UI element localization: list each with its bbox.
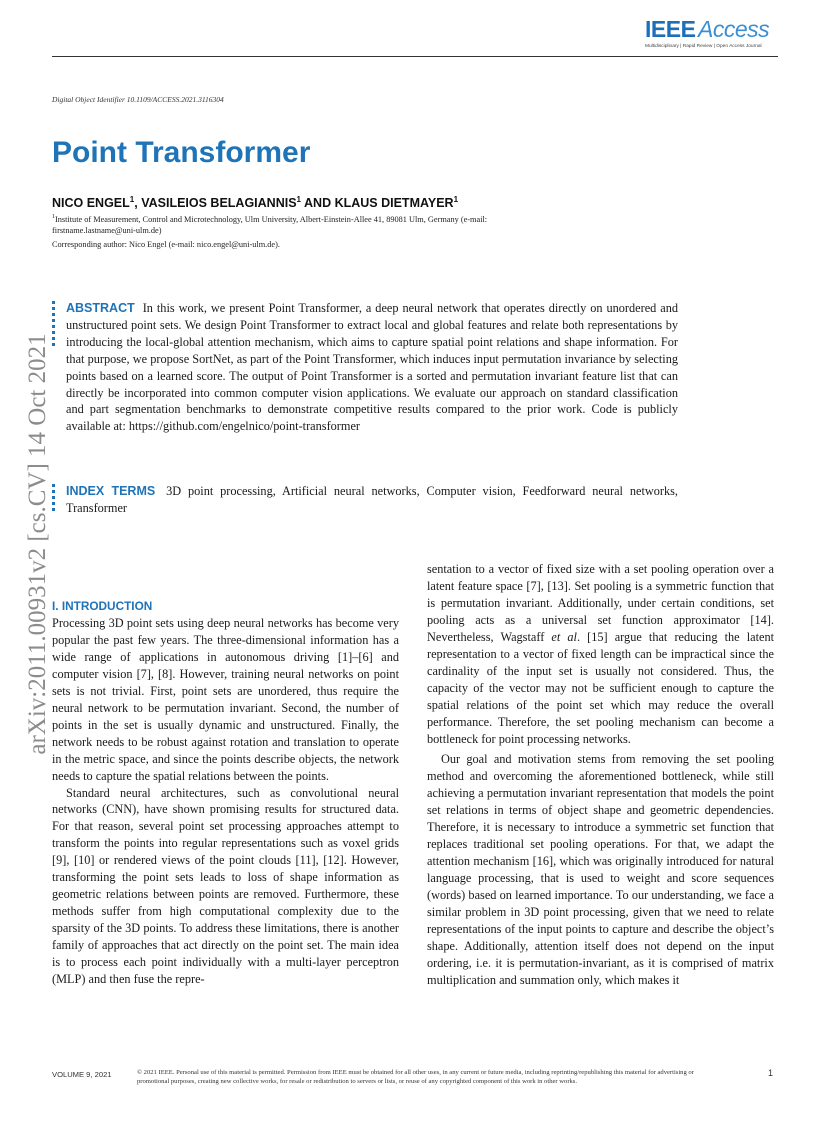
paragraph: Our goal and motivation stems from removing the set pooling method and overcoming the aforementioned bottleneck, while still achieving a permutation invariant representation that models the point set relations in terms of object shape and geometric dependencies. Therefore, it is necessary to introduce a symmetric set function that replaces traditional set pooling operations. For that, we adapt the attention mechanism [16], which was originally introduced for natural language processing, that is used to weight and score sequences (words) based on learned importance. To our understanding, we face a similar problem in 3D point processing, given that we need to relate representations of the input points to capture and describe the object’s shape. Additionally, attention itself does not depend on the input ordering, i.e. it is permutation-invariant, as it is comprised of matrix multiplication and summation only, which makes it [427, 752, 774, 987]
index-terms-marker-dots [52, 484, 55, 514]
affiliation-marker: 1 [129, 195, 135, 204]
index-terms-text: 3D point processing, Artificial neural networks, Computer vision, Feedforward neural networks, Transformer [66, 484, 678, 515]
abstract-heading: ABSTRACT [66, 301, 135, 315]
author-3: AND KLAUS DIETMAYER [301, 196, 454, 211]
affiliation-marker: 1 [453, 195, 459, 204]
author-2: , VASILEIOS BELAGIANNIS [134, 196, 297, 211]
page-number: 1 [768, 1068, 774, 1078]
abstract-text: In this work, we present Point Transformer, a deep neural network that operates directly on unordered and unstructured point sets. We design Point Transformer to extract local and global features and relate both representations by introducing the local-global attention mechanism, which aims to capture spatial point relations and shape information. For that purpose, we propose SortNet, as part of the Point Transformer, which induces input permutation invariance by selecting points based on a learned score. The output of Point Transformer is a sorted and permutation invariant feature list that can directly be incorporated into common computer vision applications. We evaluate our approach on standard classification and part segmentation benchmarks to demonstrate competitive results compared to the prior work. Code is publicly available at: https://github.com/engelnico/point-transformer [66, 301, 678, 434]
corresponding-author: Corresponding author: Nico Engel (e-mail: nico.engel@uni-ulm.de). [52, 240, 280, 249]
paragraph-text: . [15] argue that reducing the latent representation to a vector of fixed length can be impractical since the cardinality of the input set is usually not considered. Thus, the capacity of the vector may not be sufficient enough to capture the spatial relations of the point set which may reduce the overall performance. Therefore, the set pooling mechanism can become a bottleneck for point processing networks. [427, 629, 775, 746]
author-list [52, 195, 458, 210]
footer-volume: VOLUME 9, 2021 [52, 1070, 112, 1079]
access-logo: Access [698, 16, 770, 42]
paper-title: Point Transformer [52, 136, 311, 169]
arxiv-stamp: arXiv:2011.00931v2 [cs.CV] 14 Oct 2021 [24, 333, 51, 755]
abstract-marker-dots [52, 301, 55, 349]
ieee-logo: IEEE [645, 16, 696, 42]
paragraph-italic: et al [551, 629, 577, 644]
affiliation-number: 1 [52, 214, 55, 220]
paragraph: Standard neural architectures, such as convolutional neural networks (CNN), have shown promising results for structured data. For that reason, several point set processing approaches attempt to transform the points into regular representations such as voxel grids [9], [10] or rendered views of the point clouds [11], [12]. However, transforming the point sets leads to loss of shape information as geometric relations between points are removed. Furthermore, these methods suffer from high computational complexity due to the sparsity of the 3D points. To address these limitations, there is another family of approaches that act directly on the point set. The main idea is to process each point individually with a multi-layer perceptron (MLP) and then fuse the repre- [52, 785, 399, 987]
left-column [52, 598, 399, 988]
abstract [66, 300, 678, 435]
header-rule [52, 56, 778, 57]
right-column [427, 561, 774, 989]
affiliation [52, 212, 572, 237]
index-terms-heading: INDEX TERMS [66, 484, 156, 498]
section-heading: I. INTRODUCTION [52, 599, 153, 613]
paragraph: Processing 3D point sets using deep neural networks has become very popular the past few years. The three-dimensional information has a wide range of applications in autonomous driving [1]–[6] and computer vision [7], [8]. However, training neural networks on point sets is not trivial. First, point sets are unordered, thus require the neural network to be permutation invariant. Second, the number of points in the set is usually dynamic and unstructured. Finally, the network needs to be robust against rotation and translation to operate in the metric space, and since the points describe objects, the network needs to capture the spatial relations between the points. [52, 616, 399, 783]
affiliation-marker: 1 [296, 195, 301, 204]
paragraph [427, 561, 774, 747]
paragraph-text: sentation to a vector of fixed size with a set pooling operation over a latent feature space [7], [13]. Set pooling is a symmetric function that is permutation invariant. Additionally, under certain conditions, set pooling acts as a universal set function approximator [14]. Nevertheless, Wagstaff [427, 562, 774, 644]
affiliation-text: Institute of Measurement, Control and Microtechnology, Ulm University, Albert-Einstein-Allee 41, 89081 Ulm, Germany (e-mail: firstname.lastname@uni-ulm.de) [52, 214, 488, 236]
logo-tagline: Multidisciplinary | Rapid Review | Open Access Journal [645, 44, 762, 49]
footer-copyright: © 2021 IEEE. Personal use of this material is permitted. Permission from IEEE must be obtained for all other uses, in any current or future media, including reprinting/republishing this material for advertising or promotional purposes, creating new collective works, for resale or redistribution to servers or lists, or reuse of any copyrighted component of this work in other works. [137, 1069, 694, 1085]
index-terms [66, 483, 678, 517]
author-1: NICO ENGEL [52, 196, 130, 211]
doi: Digital Object Identifier 10.1109/ACCESS.2021.3116304 [52, 95, 224, 104]
